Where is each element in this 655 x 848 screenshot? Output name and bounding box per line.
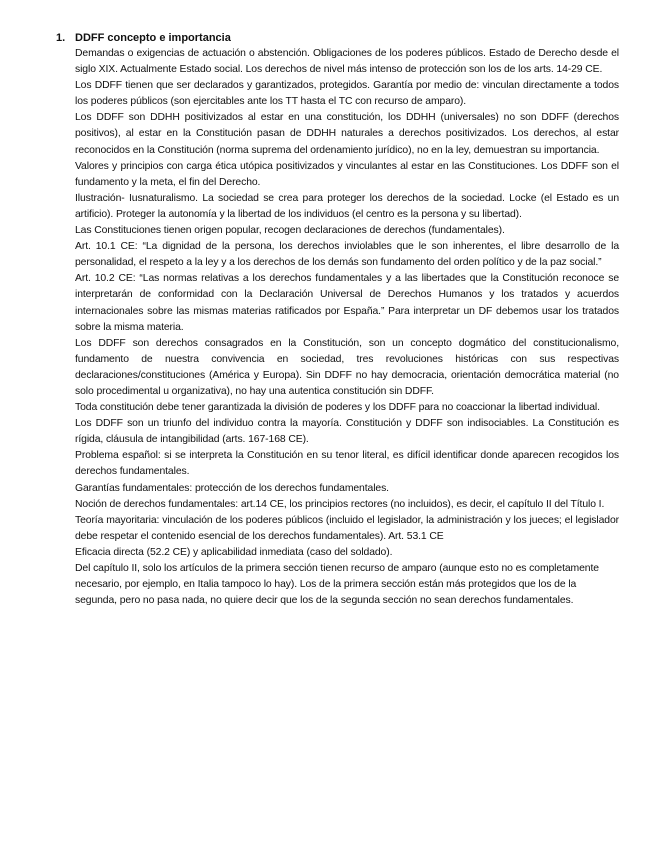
paragraph: Demandas o exigencias de actuación o abstención. Obligaciones de los poderes públicos. Estado de Derecho desde el siglo XIX. Actualmente Estado social. Los derechos de nivel más intenso de protección son los de los arts. 14-29 CE. bbox=[75, 48, 619, 76]
paragraph: Art. 10.1 CE: “La dignidad de la persona, los derechos inviolables que le son inherentes, el libre desarrollo de la personalidad, el respeto a la ley y a los derechos de los demás son fundamento del orden político y de la paz social.” bbox=[75, 241, 619, 269]
paragraph: Teoría mayoritaria: vinculación de los poderes públicos (incluido el legislador, la administración y los jueces; el legislador debe respetar el contenido esencial de los derechos fundamentales). Art. 53.1 CE bbox=[75, 514, 619, 542]
section-title: DDFF concepto e importancia bbox=[75, 32, 231, 44]
paragraph: Del capítulo II, solo los artículos de la primera sección tienen recurso de amparo (aunque esto no es completamente necesario, por ejemplo, en Italia tampoco lo hay). Los de la primera sección están más protegidos que los de la segunda, pero no pasa nada, no quiere decir que los de la segunda sección no sean derechos fundamentales. bbox=[75, 563, 599, 607]
paragraph: Art. 10.2 CE: “Las normas relativas a los derechos fundamentales y a las libertades que la Constitución reconoce se interpretarán de conformidad con la Declaración Universal de Derechos Humanos y los tratados y acuerdos internacionales sobre las mismas materias ratificados por España.” Para interpretar un DF debemos usar los tratados sobre la misma materia. bbox=[75, 273, 619, 333]
paragraph: Problema español: si se interpreta la Constitución en su tenor literal, es difícil identificar donde aparecen recogidos los derechos fundamentales. bbox=[75, 450, 619, 478]
paragraph: Las Constituciones tienen origen popular, recogen declaraciones de derechos (fundamentales). bbox=[75, 225, 505, 237]
section-number: 1. bbox=[56, 32, 66, 44]
paragraph: Garantías fundamentales: protección de los derechos fundamentales. bbox=[75, 482, 389, 494]
paragraph: Eficacia directa (52.2 CE) y aplicabilidad inmediata (caso del soldado). bbox=[75, 546, 393, 558]
paragraph: Toda constitución debe tener garantizada la división de poderes y los DDFF para no coaccionar la libertad individual. bbox=[75, 402, 600, 414]
paragraph: Los DDFF son un triunfo del individuo contra la mayoría. Constitución y DDFF son indisociables. La Constitución es rígida, cláusula de intangibilidad (arts. 167-168 CE). bbox=[75, 418, 619, 446]
paragraph: Los DDFF son DDHH positivizados al estar en una constitución, los DDHH (universales) no son DDFF (derechos positivos), al estar en la Constitución pasan de DDHH naturales a derechos positivizados. Los derechos, al estar reconocidos en la Constitución (norma suprema del ordenamiento jurídico), no en la ley, demuestran su importancia. bbox=[75, 112, 619, 156]
paragraph: Valores y principios con carga ética utópica positivizados y vinculantes al estar en las Constituciones. Los DDFF son el fundamento y la meta, el fin del Derecho. bbox=[75, 160, 619, 188]
section-body bbox=[75, 46, 619, 609]
paragraph: Los DDFF son derechos consagrados en la Constitución, son un concepto dogmático del constitucionalismo, fundamento de nuestra convivencia en sociedad, tres revoluciones históricas con sus respectivas declaraciones/constituciones (América y Europa). Sin DDFF no hay democracia, orientación democrática material (no solo procedimental u organizativa), no hay una autentica constitución sin DDFF. bbox=[75, 337, 619, 397]
section-heading bbox=[56, 31, 231, 46]
paragraph: Los DDFF tienen que ser declarados y garantizados, protegidos. Garantía por medio de: vinculan directamente a todos los poderes públicos (son ejercitables ante los TT hasta el TC con recurso de amparo). bbox=[75, 80, 619, 108]
paragraph: Ilustración- Iusnaturalismo. La sociedad se crea para proteger los derechos de la sociedad. Locke (el Estado es un artificio). Proteger la autonomía y la libertad de los individuos (el centro es la persona y su libertad). bbox=[75, 192, 619, 220]
paragraph: Noción de derechos fundamentales: art.14 CE, los principios rectores (no incluidos), es decir, el capítulo II del Título I. bbox=[75, 498, 605, 510]
